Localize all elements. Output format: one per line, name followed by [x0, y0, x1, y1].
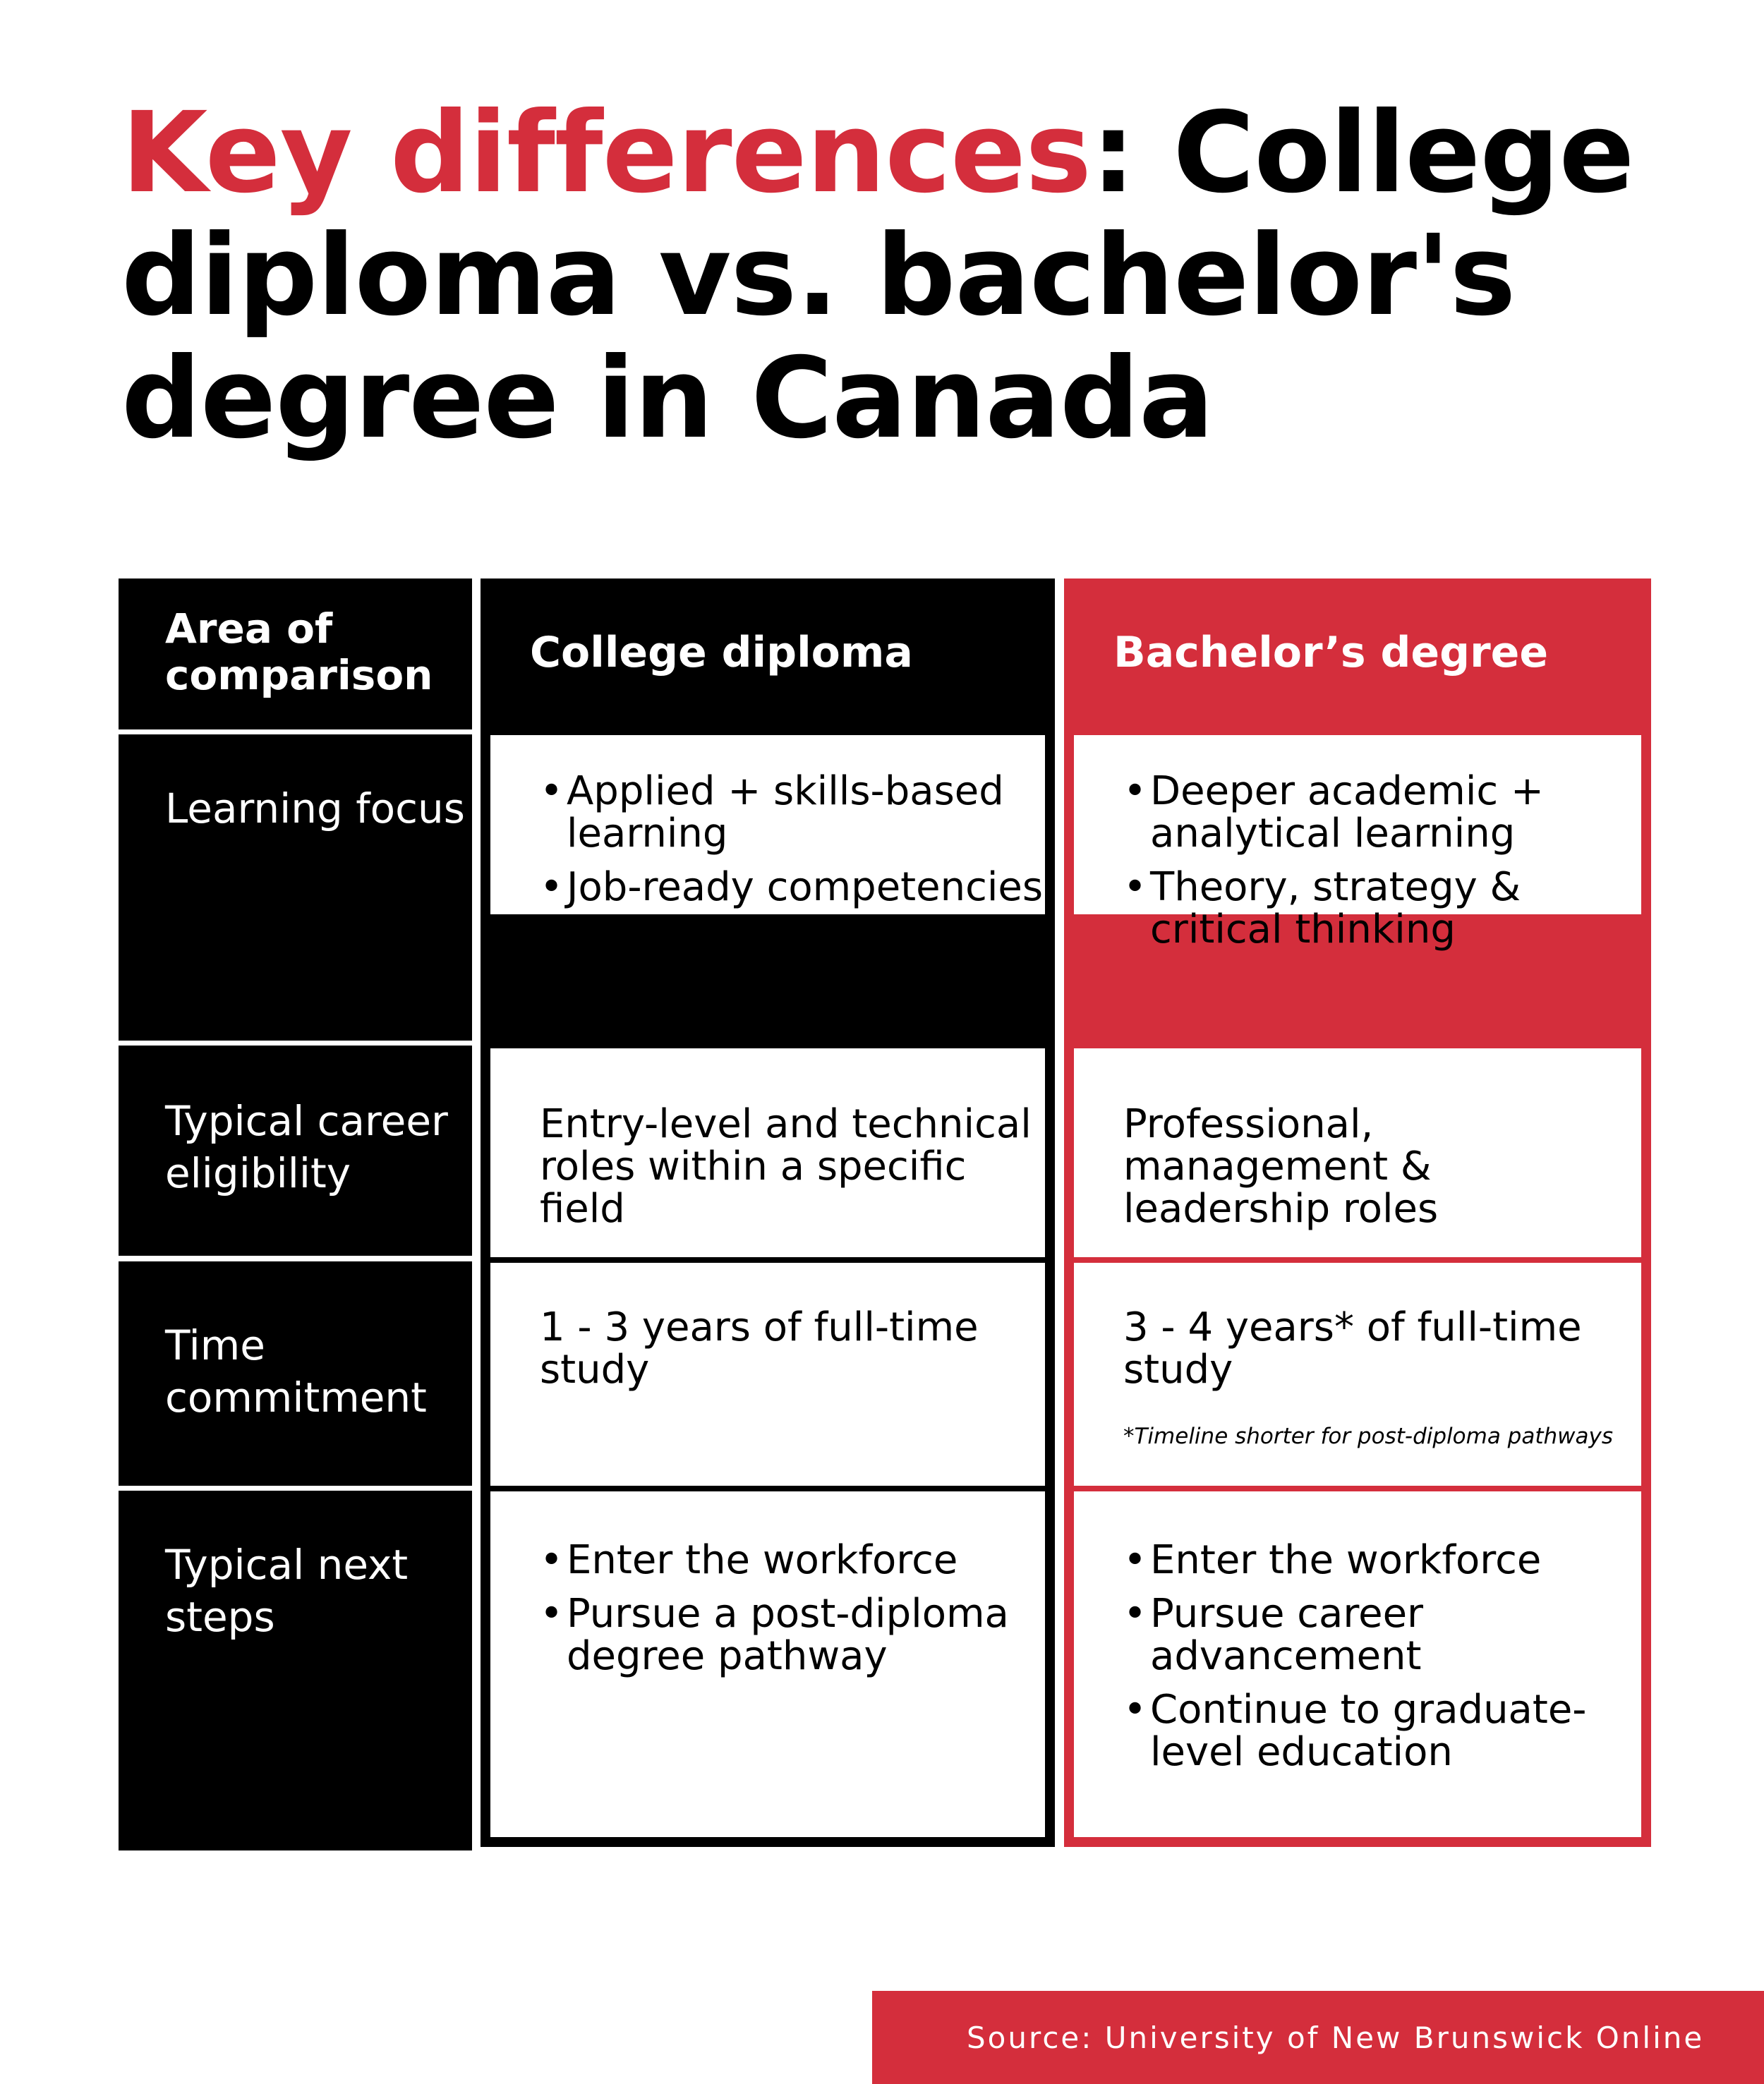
bullet-item: • Enter the workforce [540, 1539, 1045, 1582]
bachelor-time-cell [1074, 1263, 1641, 1486]
bullet-item: • Deeper academic + analytical learning [1123, 770, 1641, 855]
college-career-cell [490, 1048, 1045, 1257]
row-label-career-eligibility: Typical career eligibility [119, 1046, 472, 1256]
college-diploma-column [481, 578, 1055, 1847]
bullet-item: • Job-ready competencies [540, 866, 1045, 909]
bullet-item: • Continue to graduate-level education [1123, 1689, 1641, 1774]
header-college-diploma: College diploma [530, 628, 913, 677]
bullet-item: • Theory, strategy & critical thinking [1123, 866, 1641, 951]
bullet-item: • Enter the workforce [1123, 1539, 1641, 1582]
bullet-item: • Pursue a post-diploma degree pathway [540, 1593, 1045, 1678]
college-learning-focus-list [540, 770, 1045, 962]
bachelor-time-footnote: *Timeline shorter for post-diploma pathways [1123, 1424, 1613, 1449]
bullet-item: • Practical training [540, 920, 1045, 962]
bachelor-career-text: Professional, management & leadership roles [1123, 1101, 1439, 1232]
bachelor-learning-focus-cell [1074, 735, 1641, 952]
college-time-cell [490, 1263, 1045, 1486]
bullet-item: • Applied + skills-based learning [540, 770, 1045, 855]
bullet-item: • Pursue career advancement [1123, 1593, 1641, 1678]
header-area-of-comparison: Area of comparison [119, 578, 472, 729]
college-next-steps-cell [490, 1491, 1045, 1837]
row-label-time-commitment: Time commitment [119, 1261, 472, 1486]
bachelor-career-cell [1074, 1048, 1641, 1257]
header-bachelors-degree: Bachelor’s degree [1113, 628, 1549, 677]
row-label-learning-focus: Learning focus [119, 734, 472, 1041]
college-time-text: 1 - 3 years of full-time study [540, 1304, 979, 1393]
source-credit: Source: University of New Brunswick Online [872, 1991, 1764, 2084]
title-accent: Key differences [121, 88, 1092, 218]
page-title [121, 88, 1674, 464]
row-label-next-steps: Typical next steps [119, 1491, 472, 1850]
bachelor-learning-focus-list [1123, 770, 1641, 951]
bachelor-next-steps-cell [1074, 1491, 1641, 1837]
college-learning-focus-cell [490, 735, 1045, 964]
bachelors-degree-column [1064, 578, 1651, 1847]
college-career-text: Entry-level and technical roles within a specific field [540, 1101, 1032, 1232]
title-rest: : College diploma vs. bachelor's degree in Canada [121, 88, 1634, 464]
bachelor-next-steps-list [1123, 1539, 1641, 1774]
college-next-steps-list [540, 1539, 1045, 1678]
bachelor-time-text: 3 - 4 years* of full-time study [1123, 1304, 1582, 1393]
